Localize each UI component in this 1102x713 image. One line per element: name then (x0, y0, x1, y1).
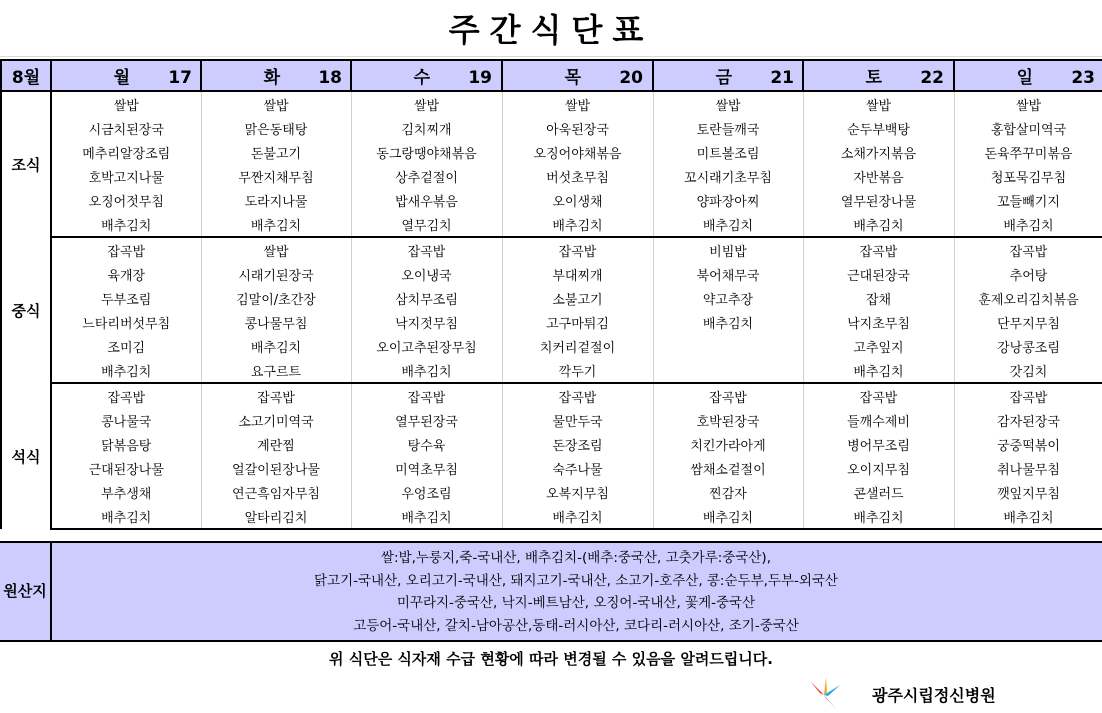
menu-item: 호박된장국 (653, 408, 803, 432)
menu-item: 잡곡밥 (351, 383, 502, 408)
menu-item: 약고추장 (653, 286, 803, 310)
menu-item: 쌀밥 (502, 91, 653, 116)
menu-item: 느타리버섯무침 (51, 310, 201, 334)
menu-item: 열무김치 (351, 212, 502, 237)
menu-item: 오이고추된장무침 (351, 334, 502, 358)
menu-item: 잡곡밥 (653, 383, 803, 408)
menu-item: 미역초무침 (351, 456, 502, 480)
menu-item: 잡채 (803, 286, 954, 310)
menu-item: 치킨가라아게 (653, 432, 803, 456)
menu-item: 물만두국 (502, 408, 653, 432)
menu-item: 낙지젓무침 (351, 310, 502, 334)
menu-item: 배추김치 (803, 212, 954, 237)
menu-item: 잡곡밥 (502, 383, 653, 408)
menu-item: 두부조림 (51, 286, 201, 310)
menu-item: 훈제오리김치볶음 (954, 286, 1102, 310)
menu-item: 잡곡밥 (954, 383, 1102, 408)
menu-item: 오이생채 (502, 188, 653, 212)
menu-item (653, 358, 803, 383)
menu-item: 잡곡밥 (351, 237, 502, 262)
menu-item: 우엉조림 (351, 480, 502, 504)
menu-item: 탕수육 (351, 432, 502, 456)
menu-item: 부추생채 (51, 480, 201, 504)
day-date: 18 (318, 68, 342, 88)
day-name: 토 (865, 68, 882, 88)
menu-item: 소불고기 (502, 286, 653, 310)
menu-row (1, 383, 1102, 408)
menu-item: 배추김치 (502, 212, 653, 237)
menu-item: 열무된장국 (351, 408, 502, 432)
menu-item: 배추김치 (502, 504, 653, 529)
origin-line: 미꾸라지-중국산, 낙지-베트남산, 오징어-국내산, 꽃게-중국산 (396, 595, 756, 611)
menu-item: 강낭콩조림 (954, 334, 1102, 358)
day-date: 20 (619, 68, 643, 88)
menu-item: 콩나물국 (51, 408, 201, 432)
menu-item: 숙주나물 (502, 456, 653, 480)
menu-row (1, 456, 1102, 480)
day-header (954, 60, 1102, 91)
menu-item: 쌀밥 (954, 91, 1102, 116)
menu-item: 토란들깨국 (653, 116, 803, 140)
header-row (1, 60, 1102, 91)
menu-item: 닭볶음탕 (51, 432, 201, 456)
menu-item: 오복지무침 (502, 480, 653, 504)
menu-item: 콩나물무침 (201, 310, 351, 334)
menu-item: 배추김치 (201, 212, 351, 237)
menu-item: 고구마튀김 (502, 310, 653, 334)
menu-item: 자반볶음 (803, 164, 954, 188)
menu-item: 잡곡밥 (502, 237, 653, 262)
menu-item: 무짠지채무침 (201, 164, 351, 188)
menu-item: 소채가지볶음 (803, 140, 954, 164)
menu-item: 배추김치 (803, 504, 954, 529)
menu-item: 쌀밥 (201, 91, 351, 116)
menu-item: 배추김치 (51, 504, 201, 529)
menu-item: 근대된장나물 (51, 456, 201, 480)
day-header (201, 60, 351, 91)
menu-item: 찐감자 (653, 480, 803, 504)
menu-row (1, 212, 1102, 237)
menu-item: 배추김치 (201, 334, 351, 358)
menu-item: 연근흑임자무침 (201, 480, 351, 504)
menu-item: 시래기된장국 (201, 262, 351, 286)
menu-item: 잡곡밥 (201, 383, 351, 408)
menu-item: 쌀밥 (51, 91, 201, 116)
menu-item: 계란찜 (201, 432, 351, 456)
menu-item: 잡곡밥 (803, 383, 954, 408)
menu-row (1, 164, 1102, 188)
day-name: 목 (564, 68, 581, 88)
day-header (502, 60, 653, 91)
menu-item: 요구르트 (201, 358, 351, 383)
menu-row (1, 140, 1102, 164)
day-name: 수 (413, 68, 430, 88)
menu-item: 잡곡밥 (954, 237, 1102, 262)
menu-item: 단무지무침 (954, 310, 1102, 334)
origin-line: 닭고기-국내산, 오리고기-국내산, 돼지고기-국내산, 소고기-호주산, 콩:순두부,두부-외국산 (314, 572, 838, 589)
notice-text: 위 식단은 식자재 수급 현황에 따라 변경될 수 있음을 알려드립니다. (329, 650, 773, 668)
menu-row (1, 334, 1102, 358)
origin-section (0, 541, 1102, 642)
meal-label: 석식 (1, 383, 51, 529)
day-name: 화 (263, 68, 280, 88)
menu-item: 근대된장국 (803, 262, 954, 286)
menu-row (1, 310, 1102, 334)
menu-item: 청포묵김무침 (954, 164, 1102, 188)
menu-item: 쌈채소겉절이 (653, 456, 803, 480)
menu-item: 배추김치 (653, 212, 803, 237)
day-header (351, 60, 502, 91)
menu-item: 홍합살미역국 (954, 116, 1102, 140)
menu-item: 배추김치 (653, 310, 803, 334)
meal-label: 중식 (1, 237, 51, 383)
page-title: 주간식단표 (448, 11, 654, 49)
menu-item: 북어채무국 (653, 262, 803, 286)
menu-item: 밥새우볶음 (351, 188, 502, 212)
menu-row (1, 480, 1102, 504)
origin-text (52, 547, 1100, 637)
menu-item: 동그랑땡야채볶음 (351, 140, 502, 164)
day-header (653, 60, 803, 91)
menu-item: 오이지무침 (803, 456, 954, 480)
menu-item: 잡곡밥 (51, 383, 201, 408)
menu-item: 궁중떡볶이 (954, 432, 1102, 456)
menu-item: 양파장아찌 (653, 188, 803, 212)
menu-item: 콘샐러드 (803, 480, 954, 504)
menu-item: 배추김치 (351, 504, 502, 529)
menu-item: 버섯초무침 (502, 164, 653, 188)
menu-item: 배추김치 (51, 358, 201, 383)
menu-item: 도라지나물 (201, 188, 351, 212)
menu-item: 맑은동태탕 (201, 116, 351, 140)
menu-row (1, 432, 1102, 456)
menu-row (1, 116, 1102, 140)
menu-item: 아욱된장국 (502, 116, 653, 140)
menu-item: 육개장 (51, 262, 201, 286)
day-date: 17 (168, 68, 192, 88)
menu-item: 소고기미역국 (201, 408, 351, 432)
day-name: 월 (113, 68, 130, 88)
menu-item: 알타리김치 (201, 504, 351, 529)
day-header (803, 60, 954, 91)
menu-row (1, 408, 1102, 432)
menu-item: 부대찌개 (502, 262, 653, 286)
menu-item: 배추김치 (653, 504, 803, 529)
menu-item: 배추김치 (351, 358, 502, 383)
menu-item: 깍두기 (502, 358, 653, 383)
menu-item: 갓김치 (954, 358, 1102, 383)
month-label: 8월 (1, 60, 51, 91)
menu-item: 고추잎지 (803, 334, 954, 358)
menu-item: 취나물무침 (954, 456, 1102, 480)
origin-line: 고등어-국내산, 갈치-남아공산,동태-러시아산, 코다리-러시아산, 조기-중국산 (353, 617, 799, 634)
menu-item: 상추겉절이 (351, 164, 502, 188)
menu-row (1, 91, 1102, 116)
hospital-name: 광주시립정신병원 (872, 686, 996, 705)
menu-item: 치커리겉절이 (502, 334, 653, 358)
menu-item: 추어탕 (954, 262, 1102, 286)
menu-item: 배추김치 (51, 212, 201, 237)
menu-item: 병어무조림 (803, 432, 954, 456)
day-date: 23 (1071, 68, 1095, 88)
menu-item: 낙지초무침 (803, 310, 954, 334)
menu-item: 쌀밥 (803, 91, 954, 116)
menu-item: 쌀밥 (351, 91, 502, 116)
meal-label: 조식 (1, 91, 51, 237)
menu-item: 호박고지나물 (51, 164, 201, 188)
menu-row (1, 286, 1102, 310)
menu-table (0, 59, 1102, 530)
menu-item: 감자된장국 (954, 408, 1102, 432)
menu-item: 배추김치 (803, 358, 954, 383)
menu-item: 김말이/초간장 (201, 286, 351, 310)
menu-item: 오이냉국 (351, 262, 502, 286)
menu-row (1, 188, 1102, 212)
day-name: 금 (715, 68, 732, 88)
menu-item: 쌀밥 (653, 91, 803, 116)
menu-item: 돈불고기 (201, 140, 351, 164)
menu-item: 오징어야채볶음 (502, 140, 653, 164)
menu-item: 시금치된장국 (51, 116, 201, 140)
menu-item: 비빔밥 (653, 237, 803, 262)
menu-item: 꼬들빼기지 (954, 188, 1102, 212)
day-date: 19 (468, 68, 492, 88)
day-name: 일 (1016, 68, 1033, 88)
menu-item: 오징어젓무침 (51, 188, 201, 212)
menu-item: 메추리알장조림 (51, 140, 201, 164)
menu-item: 조미김 (51, 334, 201, 358)
menu-item: 쌀밥 (201, 237, 351, 262)
day-header (51, 60, 201, 91)
menu-item: 김치찌개 (351, 116, 502, 140)
menu-item: 들깨수제비 (803, 408, 954, 432)
menu-item: 꼬시래기초무침 (653, 164, 803, 188)
menu-row (1, 358, 1102, 383)
menu-item (653, 334, 803, 358)
menu-row (1, 504, 1102, 529)
menu-row (1, 262, 1102, 286)
origin-label: 원산지 (0, 543, 52, 640)
menu-item: 돈장조림 (502, 432, 653, 456)
hospital-logo-icon (806, 675, 842, 713)
menu-item: 잡곡밥 (803, 237, 954, 262)
menu-item: 돈육쭈꾸미볶음 (954, 140, 1102, 164)
menu-item: 배추김치 (954, 504, 1102, 529)
day-date: 21 (770, 68, 794, 88)
day-date: 22 (920, 68, 944, 88)
menu-item: 잡곡밥 (51, 237, 201, 262)
origin-line: 쌀:밥,누룽지,죽-국내산, 배추김치-(배추:중국산, 고춧가루:중국산), (381, 550, 771, 566)
menu-item: 깻잎지무침 (954, 480, 1102, 504)
menu-item: 열무된장나물 (803, 188, 954, 212)
menu-row (1, 237, 1102, 262)
menu-item: 순두부백탕 (803, 116, 954, 140)
menu-item: 삼치무조림 (351, 286, 502, 310)
menu-item: 얼갈이된장나물 (201, 456, 351, 480)
menu-item: 배추김치 (954, 212, 1102, 237)
title-divider (0, 56, 1102, 57)
menu-item: 미트볼조림 (653, 140, 803, 164)
